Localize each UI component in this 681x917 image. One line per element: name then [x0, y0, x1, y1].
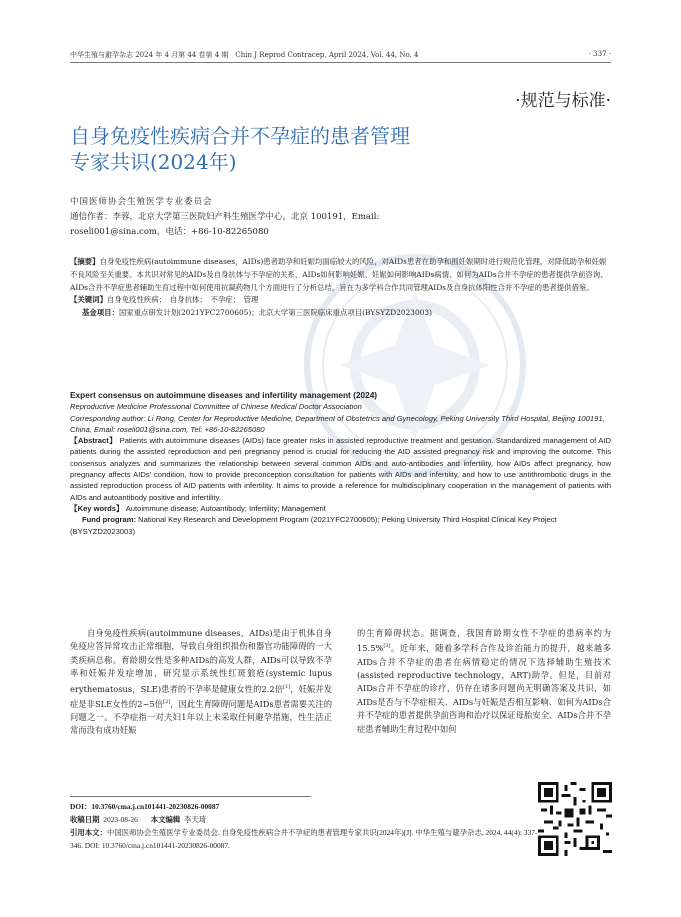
cn-abstract-paragraph [70, 256, 611, 294]
footer-info [70, 800, 540, 852]
citation-ref[interactable]: [2] [163, 698, 171, 705]
footer-rule [70, 796, 311, 797]
en-committee: Reproductive Medicine Professional Committee of Chinese Medical Doctor Association [70, 402, 362, 412]
en-keywords-text: Autoimmune disease; Autoantibody; Infertility; Management [125, 503, 326, 513]
cn-fund-text: 国家重点研发计划(2021YFC2700605)；北京大学第三医院临床重点项目(BYSYZD2023003) [118, 308, 432, 318]
editor-name: 李天琦 [184, 815, 207, 824]
qr-code-icon[interactable] [538, 782, 612, 856]
article-title [70, 123, 410, 175]
chinese-abstract [70, 256, 611, 320]
cn-keywords-text: 自身免疫性疾病； 自身抗体； 不孕症； 管理 [106, 295, 259, 305]
body-left-end: ，因此生育障碍问题是AIDs患者需要关注的问题之一。不孕症指一对夫妇1年以上未采取任何避孕措施，性生活正常而没有成功妊娠 [70, 698, 332, 736]
citation-ref[interactable]: [1] [283, 683, 291, 690]
cn-abstract-label: 【摘要】 [70, 257, 100, 266]
running-head: 中华生殖与避孕杂志 2024 年 4 月第 44 卷第 4 期 Chin J Reprod Contracep, April 2024, Vol. 44, No. 4 [70, 51, 419, 59]
received-editor [70, 813, 540, 826]
correspondence-line-1: 通信作者：李蓉，北京大学第三医院妇产科生殖医学中心，北京 100191，Email: [70, 212, 380, 222]
cn-fund-label: 基金项目： [82, 308, 119, 318]
en-abstract-text: Patients with autoimmune diseases (AIDs) face greater risks in assisted reproductive treatment and gestation. Standardized management of AID patients during the assisted reproduction and peri pregnancy period is crucial for reducing the AID assisted pregnancy risk and improving the outcome. This consensus analyzes and summarizes the relationship between several common AIDs and auto-antibodies and infertility, how AIDs affect pregnancy, how pregnancy affects AIDs' condition, how to provide preconception consultation for patients with AIDs and infertility, and how to use antithrombotic drugs in the assisted reproduction process of AID patients with infertility. It aims to provide a reference for multidisciplinary cooperation in the management of patients with AIDs and autoantibody positive and infertility. [70, 436, 611, 502]
cn-fund [70, 307, 611, 320]
en-corresponding: Corresponding author: Li Rong, Center for Reproductive Medicine, Department of Obstetrics and Gynecology, Peking University Third Hospital, Beijing 100191, China, Email: roseli001@sina.com, Tel: +86-10-82265080 [70, 413, 605, 434]
cn-keywords [70, 294, 611, 307]
cn-abstract-text: 自身免疫性疾病(autoimmune diseases，AIDs)患者助孕和妊娠均面临较大的风险，对AIDs患者在助孕和围妊娠期时进行规范化管理，对降低助孕和妊娠不良风险至关重要。本共识对常见的AIDs及自身抗体与不孕症的关系、AIDs如何影响妊娠、妊娠如何影响AIDs病情、如何为AIDs合并不孕症的患者提供孕前咨询、AIDs合并不孕症患者辅助生育过程中如何使用抗凝药物几个方面进行了分析总结，旨在为多学科合作共同管理AIDs及自身抗体阳性合并不孕症的患者提供借鉴。 [70, 257, 608, 292]
en-fund [70, 514, 611, 537]
doi-text[interactable]: DOI：10.3760/cma.j.cn101441-20230826-00087 [70, 802, 220, 811]
page-number: · 337 · [588, 50, 611, 58]
body-column-left [70, 627, 332, 738]
section-label: ·规范与标准· [515, 91, 611, 111]
en-keywords [70, 503, 611, 514]
editor-label: 本文编辑 [150, 815, 181, 824]
en-title: Expert consensus on autoimmune diseases and infertility management (2024) [70, 390, 378, 400]
cn-keywords-label: 【关键词】 [70, 295, 107, 305]
title-line-1: 自身免疫性疾病合并不孕症的患者管理 [70, 124, 410, 148]
title-line-2: 专家共识(2024年) [70, 150, 237, 174]
body-left-cont: ，妊娠并发症是非SLE女性的2~5倍 [70, 683, 332, 709]
body-right-text: 的生育障碍状态。据调查，我国育龄期女性不孕症的患病率约为15.5% [357, 628, 611, 654]
body-left-text: 自身免疫性疾病(autoimmune diseases，AIDs)是由于机体自身免疫应答异常攻击正常细胞，导致自身组织损伤和器官功能障碍的一大类疾病总称。育龄期女性是多种AIDs的高发人群，AIDs可以导致不孕率和妊娠并发症增加，研究显示系统性红斑狼疮(systemic lupus erythematosus，SLE)患者的不孕率是健康女性的2.2倍 [70, 628, 332, 694]
received-date: 2023-08-26 [103, 815, 138, 824]
doi [70, 800, 540, 813]
body-right-end: 。近年来，随着多学科合作及诊治能力的提升，越来越多AIDs合并不孕症的患者在病情稳定的情况下选择辅助生殖技术(assisted reproductive technology，ART)助孕。但是，目前对AIDs合并不孕症的诊疗，仍存在诸多问题尚无明确答案及共识，如AIDs是否与不孕症相关、AIDs与妊娠是否相互影响、如何为AIDs合并不孕症的患者提供孕前咨询和治疗以保证母胎安全、AIDs合并不孕症患者辅助生育过程中如何 [357, 643, 611, 734]
english-abstract [70, 390, 611, 537]
header-rule [70, 62, 611, 63]
author-organization: 中国医师协会生殖医学专业委员会 [70, 197, 213, 207]
correspondence-line-2: roseli001@sina.com，电话：+86-10-82265080 [70, 227, 269, 237]
en-abstract-label: 【Abstract】 [70, 436, 118, 446]
cite-label: 引用本文： [70, 828, 107, 837]
citation [70, 826, 540, 852]
en-keywords-label: 【Key words】 [70, 503, 124, 513]
en-fund-label: Fund program: [82, 515, 136, 525]
correspondence [70, 210, 611, 240]
en-fund-text: National Key Research and Development Program (2021YFC2700605); Peking University Third Hospital Clinical Key Project (BYSYZD2023003) [70, 515, 557, 536]
citation-ref[interactable]: [3] [383, 643, 391, 650]
cite-text: 中国医师协会生殖医学专业委员会. 自身免疫性疾病合并不孕症的患者管理专家共识(2024年)[J]. 中华生殖与避孕杂志, 2024, 44(4): 337-346. DOI: 10.3760/cma.j.cn101441-20230826-00087. [70, 828, 538, 850]
body-column-right [357, 627, 611, 736]
received-label: 收稿日期 [70, 815, 100, 824]
en-abstract-paragraph [70, 435, 611, 503]
